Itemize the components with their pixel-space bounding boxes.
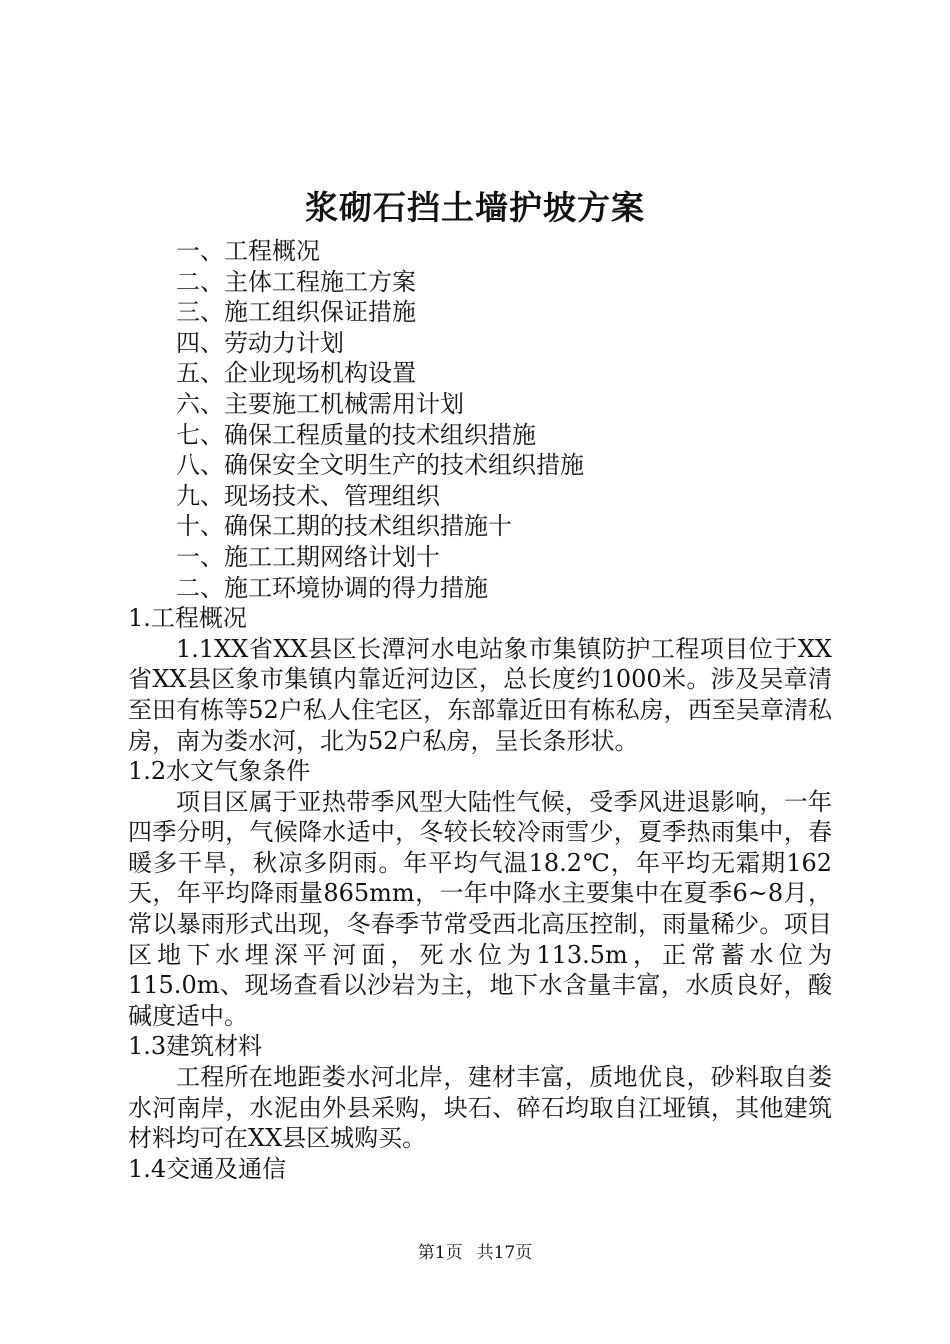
page-footer — [0, 1241, 950, 1265]
page-total: 共17页 — [476, 1243, 533, 1263]
toc-item: 四、劳动力计划 — [176, 328, 344, 357]
toc-item: 七、确保工程质量的技术组织措施 — [176, 420, 536, 449]
subsection-heading-materials: 1.3建筑材料 — [128, 1032, 263, 1061]
toc-item: 九、现场技术、管理组织 — [176, 481, 440, 510]
table-of-contents — [128, 236, 832, 603]
toc-item: 一、施工工期网络计划十 — [176, 542, 440, 571]
section-heading: 1.工程概况 — [128, 604, 247, 633]
page-number: 第1页 — [417, 1243, 463, 1263]
paragraph-hydrology: 项目区属于亚热带季风型大陆性气候，受季风进退影响，一年四季分明，气候降水适中，冬较长较冷雨雪少，夏季热雨集中，春暖多干旱，秋凉多阴雨。年平均气温18.2℃，年平均无霜期162天，年平均降雨量865mm，一年中降水主要集中在夏季6~8月，常以暴雨形式出现，冬春季节常受西北高压控制，雨量稀少。项目区地下水埋深平河面，死水位为113.5m，正常蓄水位为115.0m、现场查看以沙岩为主，地下水含量丰富，水质良好，酸碱度适中。 — [128, 787, 832, 1030]
toc-item: 二、主体工程施工方案 — [176, 267, 416, 296]
paragraph-materials: 工程所在地距娄水河北岸，建材丰富，质地优良，砂料取自娄水河南岸，水泥由外县采购，块石、碎石均取自江垭镇，其他建筑材料均可在XX县区城购买。 — [128, 1063, 832, 1153]
subsection-heading-traffic: 1.4交通及通信 — [128, 1154, 287, 1183]
subsection-heading-hydrology: 1.2水文气象条件 — [128, 757, 311, 786]
toc-item: 五、企业现场机构设置 — [176, 359, 416, 388]
toc-item: 六、主要施工机械需用计划 — [176, 389, 464, 418]
document-title: 浆砌石挡土墙护坡方案 — [305, 188, 645, 227]
paragraph-overview: 1.1XX省XX县区长潭河水电站象市集镇防护工程项目位于XX省XX县区象市集镇内靠近河边区，总长度约1000米。涉及吴章清至田有栋等52户私人住宅区，东部靠近田有栋私房，西至吴章清私房，南为娄水河，北为52户私房，呈长条形状。 — [128, 634, 832, 755]
document-body — [128, 236, 832, 1184]
toc-item: 八、确保安全文明生产的技术组织措施 — [176, 451, 584, 480]
toc-item: 十、确保工期的技术组织措施十 — [176, 512, 512, 541]
toc-item: 二、施工环境协调的得力措施 — [176, 573, 488, 602]
toc-item: 三、施工组织保证措施 — [176, 298, 416, 327]
toc-item: 一、工程概况 — [176, 237, 320, 265]
